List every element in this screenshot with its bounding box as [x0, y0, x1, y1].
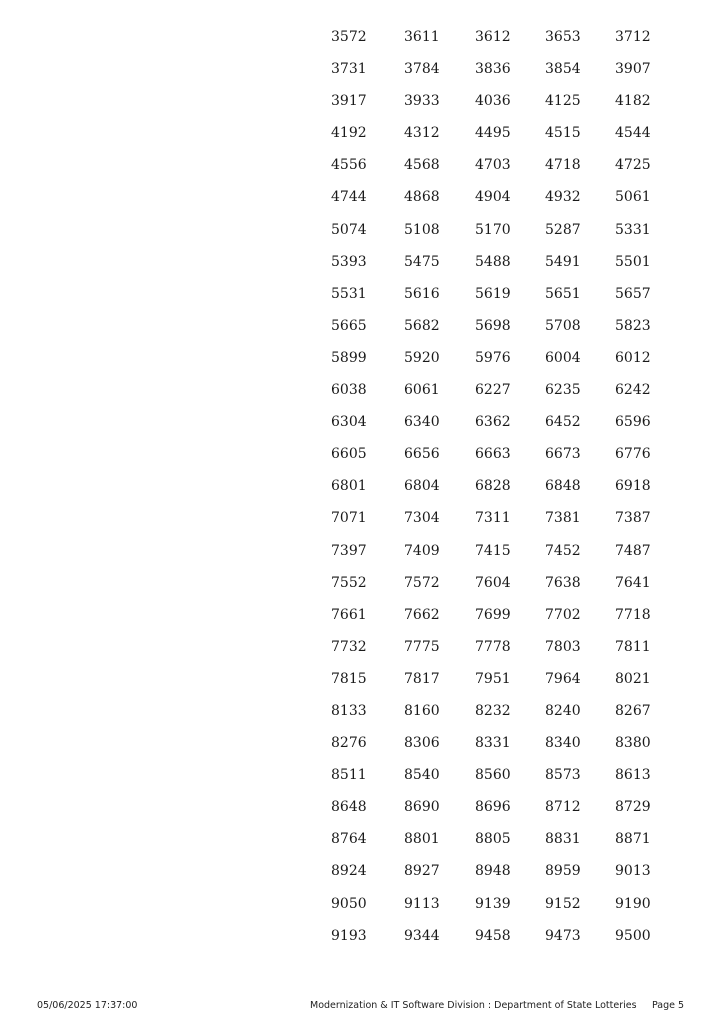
- winning-number: 5920: [404, 349, 440, 366]
- winning-number: 7381: [545, 510, 581, 527]
- winning-number: 7415: [475, 542, 511, 559]
- winning-number: 4515: [545, 125, 581, 142]
- winning-number: 3611: [404, 29, 440, 45]
- winning-number: 5665: [331, 317, 367, 334]
- winning-number: 3784: [404, 61, 440, 78]
- winning-number: 4718: [545, 157, 581, 174]
- footer-datetime: 05/06/2025 17:37:00: [37, 1000, 138, 1011]
- winning-number: 9473: [545, 927, 581, 944]
- winning-number: 4568: [404, 157, 440, 174]
- winning-number: 8924: [331, 863, 367, 880]
- winning-number: 8380: [615, 735, 651, 752]
- footer-organization: Modernization & IT Software Division : Department of State Lotteries: [310, 1000, 637, 1011]
- winning-number: 5061: [615, 189, 651, 206]
- winning-number: 3731: [331, 61, 367, 78]
- winning-number: 3653: [545, 29, 581, 45]
- winning-number: 3907: [615, 61, 651, 78]
- winning-number: 4125: [545, 93, 581, 110]
- winning-number: 8240: [545, 702, 581, 719]
- winning-number: 9193: [331, 927, 367, 944]
- winning-number: 7718: [615, 606, 651, 623]
- winning-number: 8831: [545, 831, 581, 848]
- winning-number: 3836: [475, 61, 511, 78]
- winning-number: 6362: [475, 414, 511, 431]
- winning-number: 7071: [331, 510, 367, 527]
- winning-number: 7387: [615, 510, 651, 527]
- winning-number: 9500: [615, 927, 651, 944]
- winning-number: 7817: [404, 670, 440, 687]
- winning-number: 5501: [615, 253, 651, 270]
- winning-number: 8690: [404, 799, 440, 816]
- winning-number: 8871: [615, 831, 651, 848]
- winning-number: 6673: [545, 446, 581, 463]
- winning-number: 7452: [545, 542, 581, 559]
- winning-number: 8267: [615, 702, 651, 719]
- footer-page-number: Page 5: [652, 1000, 685, 1011]
- winning-number: 6828: [475, 478, 511, 495]
- winning-number: 4556: [331, 157, 367, 174]
- winning-number: 8959: [545, 863, 581, 880]
- winning-number: 8613: [615, 767, 651, 784]
- number-row: [0, 927, 724, 968]
- winning-number: 7397: [331, 542, 367, 559]
- winning-number: 7311: [475, 510, 511, 527]
- winning-number: 5976: [475, 349, 511, 366]
- winning-number: 8648: [331, 799, 367, 816]
- winning-number: 3572: [331, 29, 367, 45]
- winning-number: 6656: [404, 446, 440, 463]
- winning-number: 7778: [475, 638, 511, 655]
- winning-number: 8696: [475, 799, 511, 816]
- winning-number: 5074: [331, 221, 367, 238]
- winning-number: 9113: [404, 895, 440, 912]
- winning-number: 4192: [331, 125, 367, 142]
- winning-number: 5823: [615, 317, 651, 334]
- winning-number: 5475: [404, 253, 440, 270]
- winning-number: 6452: [545, 414, 581, 431]
- winning-number: 8540: [404, 767, 440, 784]
- winning-number: 7702: [545, 606, 581, 623]
- winning-number: 5708: [545, 317, 581, 334]
- winning-numbers-grid: [0, 29, 724, 968]
- winning-number: 7552: [331, 574, 367, 591]
- winning-number: 8133: [331, 702, 367, 719]
- winning-number: 5616: [404, 285, 440, 302]
- winning-number: 9152: [545, 895, 581, 912]
- winning-number: 6242: [615, 382, 651, 399]
- winning-number: 4036: [475, 93, 511, 110]
- winning-number: 6061: [404, 382, 440, 399]
- winning-number: 5682: [404, 317, 440, 334]
- winning-number: 3917: [331, 93, 367, 110]
- winning-number: 5108: [404, 221, 440, 238]
- winning-number: 9050: [331, 895, 367, 912]
- winning-number: 7661: [331, 606, 367, 623]
- winning-number: 8927: [404, 863, 440, 880]
- winning-number: 5698: [475, 317, 511, 334]
- winning-number: 8276: [331, 735, 367, 752]
- winning-number: 6848: [545, 478, 581, 495]
- winning-number: 6227: [475, 382, 511, 399]
- winning-number: 7699: [475, 606, 511, 623]
- winning-number: 6596: [615, 414, 651, 431]
- winning-number: 9190: [615, 895, 651, 912]
- winning-number: 8560: [475, 767, 511, 784]
- winning-number: 7775: [404, 638, 440, 655]
- winning-number: 6776: [615, 446, 651, 463]
- winning-number: 7662: [404, 606, 440, 623]
- winning-number: 5651: [545, 285, 581, 302]
- winning-number: 5657: [615, 285, 651, 302]
- winning-number: 7304: [404, 510, 440, 527]
- winning-number: 4544: [615, 125, 651, 142]
- winning-number: 8021: [615, 670, 651, 687]
- winning-number: 8948: [475, 863, 511, 880]
- winning-number: 6038: [331, 382, 367, 399]
- winning-number: 9344: [404, 927, 440, 944]
- winning-number: 6605: [331, 446, 367, 463]
- winning-number: 4312: [404, 125, 440, 142]
- winning-number: 7487: [615, 542, 651, 559]
- winning-number: 3854: [545, 61, 581, 78]
- winning-number: 5531: [331, 285, 367, 302]
- winning-number: 6340: [404, 414, 440, 431]
- winning-number: 8331: [475, 735, 511, 752]
- winning-number: 5899: [331, 349, 367, 366]
- winning-number: 6004: [545, 349, 581, 366]
- winning-number: 6801: [331, 478, 367, 495]
- winning-number: 8573: [545, 767, 581, 784]
- winning-number: 8160: [404, 702, 440, 719]
- winning-number: 3612: [475, 29, 511, 45]
- winning-number: 5393: [331, 253, 367, 270]
- winning-number: 5331: [615, 221, 651, 238]
- winning-number: 4703: [475, 157, 511, 174]
- winning-number: 6663: [475, 446, 511, 463]
- winning-number: 6804: [404, 478, 440, 495]
- winning-number: 5287: [545, 221, 581, 238]
- winning-number: 8805: [475, 831, 511, 848]
- winning-number: 3712: [615, 29, 651, 45]
- winning-number: 8232: [475, 702, 511, 719]
- winning-number: 7951: [475, 670, 511, 687]
- winning-number: 8801: [404, 831, 440, 848]
- winning-number: 7964: [545, 670, 581, 687]
- winning-number: 6304: [331, 414, 367, 431]
- winning-number: 4932: [545, 189, 581, 206]
- winning-number: 7604: [475, 574, 511, 591]
- winning-number: 6012: [615, 349, 651, 366]
- winning-number: 7732: [331, 638, 367, 655]
- winning-number: 4495: [475, 125, 511, 142]
- winning-number: 4744: [331, 189, 367, 206]
- winning-number: 9013: [615, 863, 651, 880]
- winning-number: 5491: [545, 253, 581, 270]
- winning-number: 8511: [331, 767, 367, 784]
- winning-number: 8306: [404, 735, 440, 752]
- winning-number: 4904: [475, 189, 511, 206]
- winning-number: 5619: [475, 285, 511, 302]
- winning-number: 7811: [615, 638, 651, 655]
- winning-number: 6235: [545, 382, 581, 399]
- winning-number: 8712: [545, 799, 581, 816]
- winning-number: 8340: [545, 735, 581, 752]
- winning-number: 7815: [331, 670, 367, 687]
- winning-number: 4182: [615, 93, 651, 110]
- winning-number: 4725: [615, 157, 651, 174]
- winning-number: 6918: [615, 478, 651, 495]
- winning-number: 9139: [475, 895, 511, 912]
- winning-number: 7641: [615, 574, 651, 591]
- winning-number: 8729: [615, 799, 651, 816]
- winning-number: 7572: [404, 574, 440, 591]
- winning-number: 5488: [475, 253, 511, 270]
- winning-number: 7638: [545, 574, 581, 591]
- winning-number: 4868: [404, 189, 440, 206]
- winning-number: 7803: [545, 638, 581, 655]
- winning-number: 9458: [475, 927, 511, 944]
- winning-number: 3933: [404, 93, 440, 110]
- winning-number: 7409: [404, 542, 440, 559]
- winning-number: 5170: [475, 221, 511, 238]
- winning-number: 8764: [331, 831, 367, 848]
